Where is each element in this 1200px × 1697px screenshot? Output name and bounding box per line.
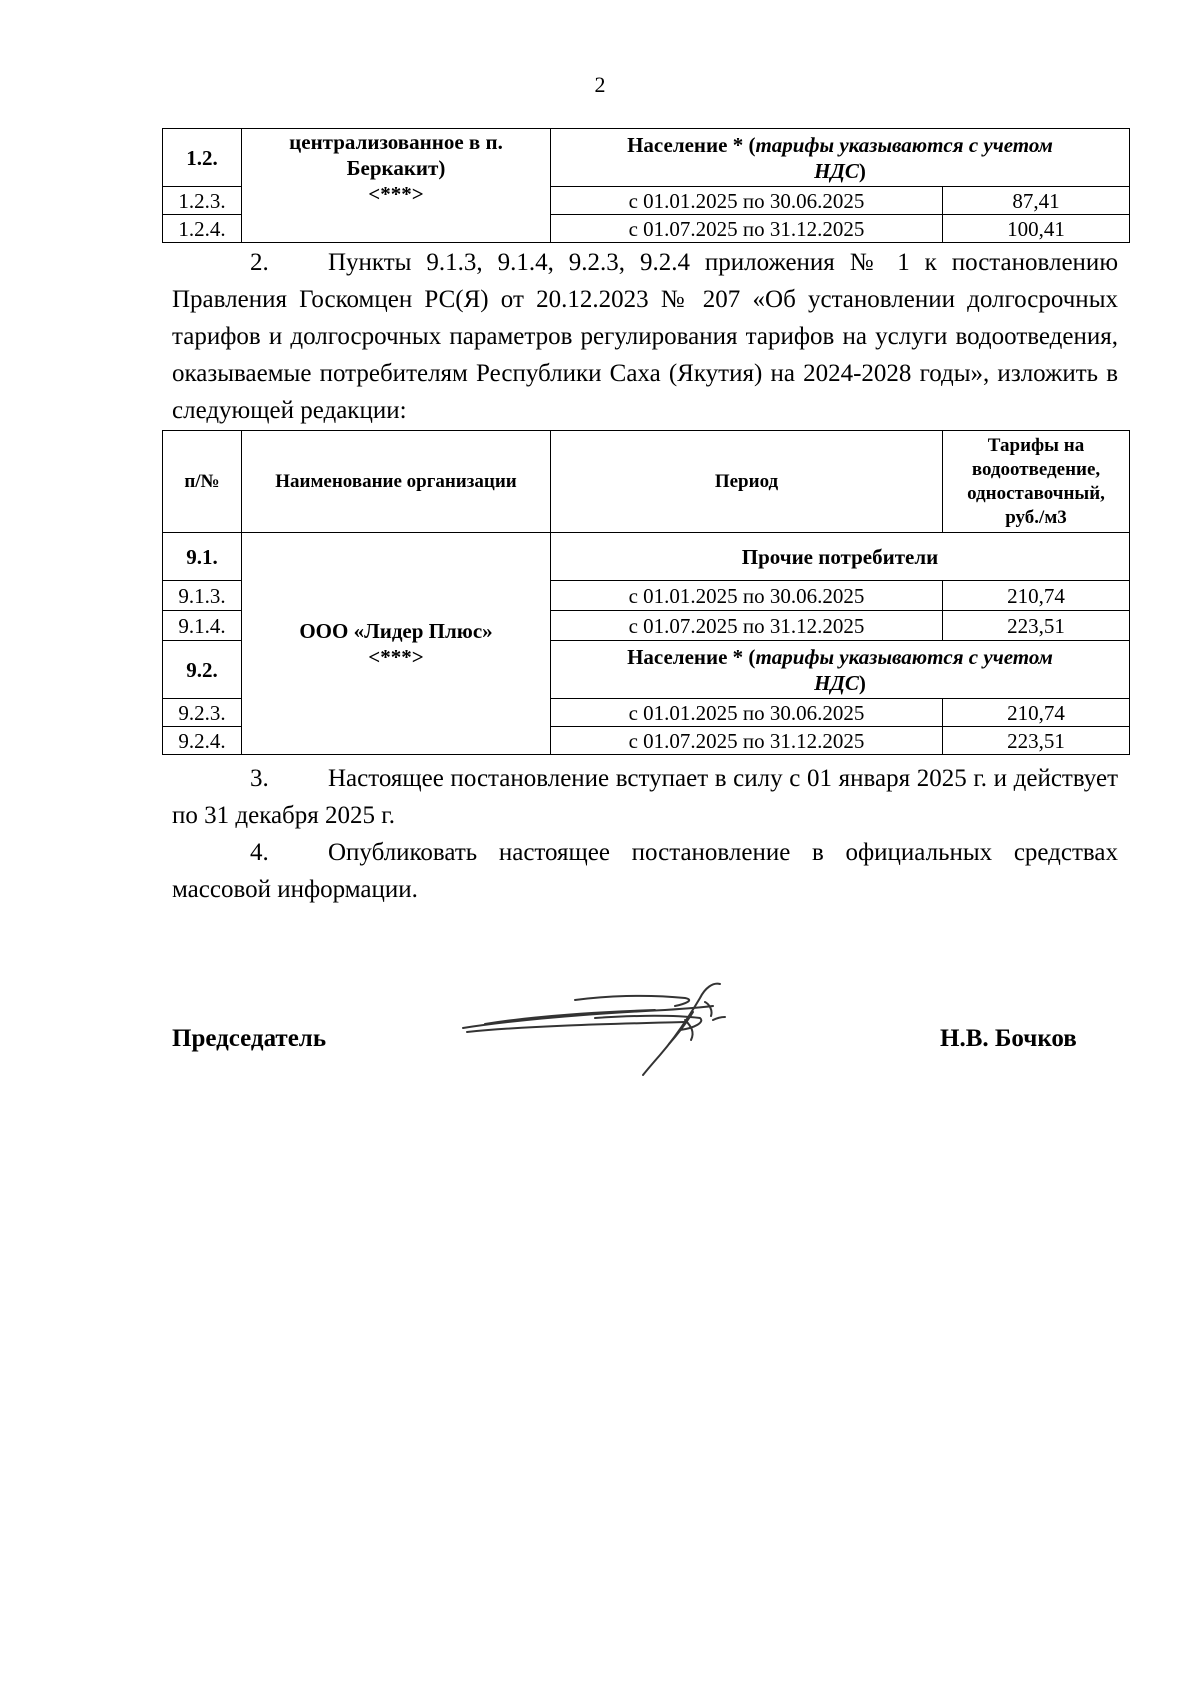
org-line: Беркакит) xyxy=(346,156,446,180)
category-cell: Население * (тарифы указываются с учетом НДС) xyxy=(551,641,1130,699)
header-org: Наименование организации xyxy=(242,431,551,533)
organization-cell xyxy=(242,533,551,755)
signatory-name: Н.В. Бочков xyxy=(940,1025,1077,1052)
tariff-table-2 xyxy=(162,430,1130,755)
org-line: ООО «Лидер Плюс» xyxy=(299,618,493,643)
org-line: <***> xyxy=(368,182,424,206)
row-number: 1.2. xyxy=(163,129,242,187)
row-number: 9.1.3. xyxy=(163,581,242,611)
org-line: <***> xyxy=(368,644,424,669)
header-num: п/№ xyxy=(163,431,242,533)
paragraph-number: 2. xyxy=(250,249,269,276)
header-tariff: Тарифы на водоотведение, одноставочный, руб./м3 xyxy=(943,431,1130,533)
value-cell: 210,74 xyxy=(943,699,1130,727)
period-cell: с 01.01.2025 по 30.06.2025 xyxy=(551,699,943,727)
page-number: 2 xyxy=(594,72,606,97)
value-cell: 210,74 xyxy=(943,581,1130,611)
signatory-title: Председатель xyxy=(172,1025,327,1052)
category-cell: Население * (тарифы указываются с учетом НДС) xyxy=(551,129,1130,187)
row-number: 1.2.3. xyxy=(163,187,242,215)
paragraph-number: 4. xyxy=(250,839,269,866)
tariff-table-1 xyxy=(162,128,1130,243)
category-cell: Прочие потребители xyxy=(551,533,1130,581)
paragraph-2 xyxy=(172,244,1118,429)
period-cell: с 01.01.2025 по 30.06.2025 xyxy=(551,581,943,611)
value-cell: 223,51 xyxy=(943,611,1130,641)
period-cell: с 01.07.2025 по 31.12.2025 xyxy=(551,215,943,243)
handwritten-signature xyxy=(455,980,775,1080)
table-row xyxy=(163,533,1130,581)
row-number: 9.2.3. xyxy=(163,699,242,727)
group-number: 9.1. xyxy=(163,533,242,581)
header-period: Период xyxy=(551,431,943,533)
value-cell: 87,41 xyxy=(943,187,1130,215)
row-number: 1.2.4. xyxy=(163,215,242,243)
paragraph-text: Опубликовать настоящее постановление в официальных средствах массовой информации. xyxy=(172,839,1118,903)
paragraph-number: 3. xyxy=(250,765,269,792)
period-cell: с 01.07.2025 по 31.12.2025 xyxy=(551,611,943,641)
paragraph-3 xyxy=(172,760,1118,834)
row-number: 9.2.4. xyxy=(163,727,242,755)
period-cell: с 01.01.2025 по 30.06.2025 xyxy=(551,187,943,215)
organization-cell xyxy=(242,129,551,243)
value-cell: 223,51 xyxy=(943,727,1130,755)
row-number: 9.1.4. xyxy=(163,611,242,641)
group-number: 9.2. xyxy=(163,641,242,699)
paragraph-4 xyxy=(172,834,1118,908)
paragraph-text: Настоящее постановление вступает в силу с 01 января 2025 г. и действует по 31 декабря 2025 г. xyxy=(172,765,1118,829)
org-line: централизованное в п. xyxy=(289,130,503,154)
value-cell: 100,41 xyxy=(943,215,1130,243)
paragraph-text: Пункты 9.1.3, 9.1.4, 9.2.3, 9.2.4 приложения № 1 к постановлению Правления Госкомцен РС(Я) от 20.12.2023 № 207 «Об установлении долгосрочных тарифов и долгосрочных параметров регулирования тарифов на услуги водоотведения, оказываемые потребителям Республики Саха (Якутия) на 2024-2028 годы», изложить в следующей редакции: xyxy=(172,249,1118,424)
table-header-row xyxy=(163,431,1130,533)
period-cell: с 01.07.2025 по 31.12.2025 xyxy=(551,727,943,755)
table-row xyxy=(163,129,1130,187)
